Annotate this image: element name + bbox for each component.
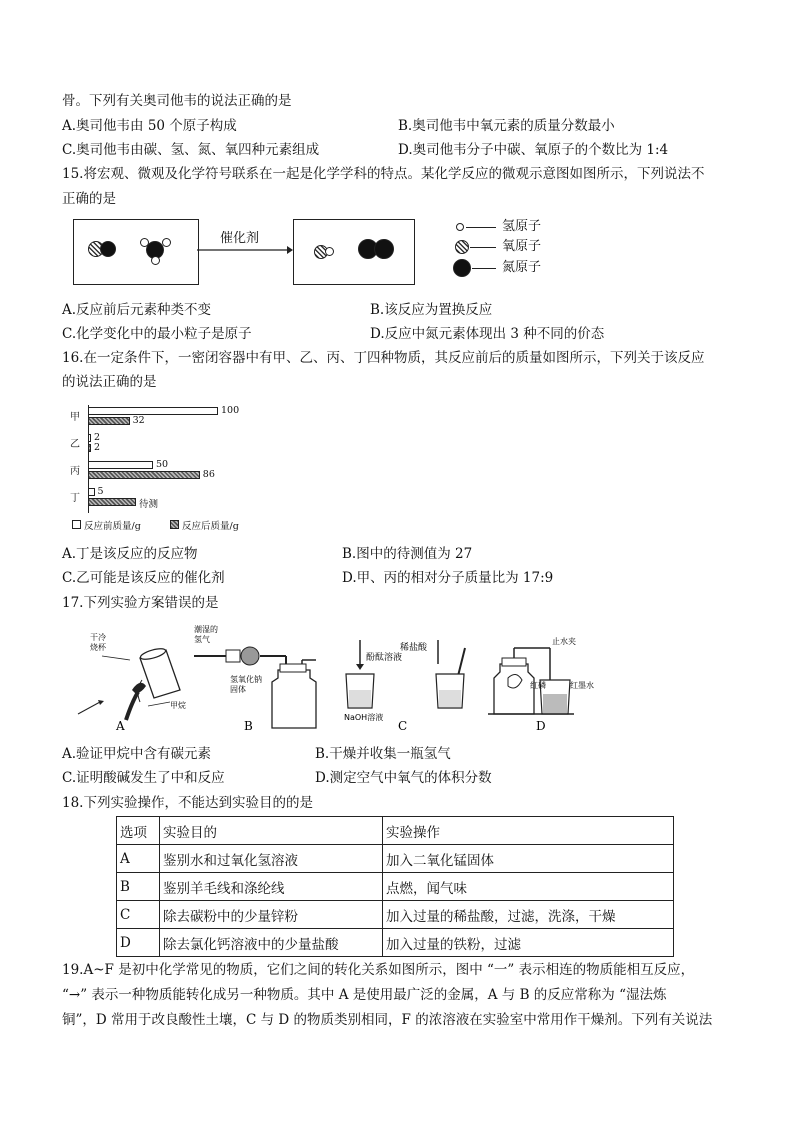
q16-option-a: A.丁是该反应的反应物 (62, 546, 198, 562)
fig-b-label-naoh: 氢氧化钠 (230, 675, 262, 684)
bar-after (88, 444, 91, 452)
fig-b-label-solid: 固体 (230, 685, 246, 694)
fig-a-label-methane: 甲烷 (170, 701, 186, 710)
q16-option-d: D.甲、丙的相对分子质量比为 17:9 (342, 570, 554, 586)
cell-operation: 加入过量的铁粉，过滤 (383, 929, 674, 957)
q15-stem-line2: 正确的是 (62, 191, 116, 207)
legend-before-swatch (72, 520, 81, 529)
table-row (117, 873, 674, 901)
bar-before (88, 461, 153, 469)
fig-a-label-ganleng: 干冷 (90, 633, 106, 642)
fig-b-label-wet: 潮湿的 (194, 625, 218, 634)
q19-stem-line1: 19.A~F 是初中化学常见的物质，它们之间的转化关系如图所示，图中 “一” 表示相连的物质能相互反应， (62, 962, 695, 978)
fig-b-label-hydrogen: 氢气 (194, 635, 210, 644)
bar-value-label: 86 (202, 469, 215, 480)
products-box (293, 219, 415, 285)
bar-value-label: 2 (94, 442, 101, 453)
cell-option: C (117, 901, 160, 929)
cell-purpose: 除去碳粉中的少量锌粉 (160, 901, 383, 929)
q19-stem-line2: “→” 表示一种物质能转化成另一种物质。其中 A 是使用最广泛的金属，A 与 B 的反应常称为 “湿法炼 (62, 987, 667, 1003)
legend-before (72, 518, 141, 532)
fig-a-label-beaker: 烧杯 (90, 643, 106, 652)
table-row (117, 929, 674, 957)
q17-option-a: A.验证甲烷中含有碳元素 (62, 746, 212, 762)
q16-stem-line1: 16.在一定条件下，一密闭容器中有甲、乙、丙、丁四种物质，其反应前后的质量如图所示，下列关于该反应 (62, 350, 705, 366)
q14-option-b: B.奥司他韦中氧元素的质量分数最小 (398, 118, 615, 134)
q17-apparatus-figures (70, 620, 750, 738)
nitrogen-legend-icon (453, 259, 471, 277)
reactants-box (73, 219, 199, 285)
figure-b-drying-apparatus (194, 647, 316, 728)
table-row (117, 845, 674, 873)
cell-operation: 点燃，闻气味 (383, 873, 674, 901)
bar-value-label: 100 (221, 405, 240, 416)
q17-option-c: C.证明酸碱发生了中和反应 (62, 770, 225, 786)
q18-options-table (116, 816, 674, 957)
hydrogen-atom (325, 247, 334, 256)
legend-nitrogen: 氮原子 (502, 260, 542, 275)
q15-option-c: C.化学变化中的最小粒子是原子 (62, 326, 252, 342)
q18-stem: 18.下列实验操作，不能达到实验目的的是 (62, 795, 313, 811)
hydrogen-legend-icon (456, 223, 464, 231)
q17-option-d: D.测定空气中氧气的体积分数 (315, 770, 492, 786)
figure-a-methane-beaker (78, 647, 180, 720)
header-operation: 实验操作 (383, 817, 674, 845)
table-row (117, 901, 674, 929)
legend-line (470, 247, 496, 248)
fig-c-label-phenolphthalein: 酚酞溶液 (366, 653, 403, 663)
legend-oxygen: 氧原子 (502, 239, 542, 254)
fig-c-label-hcl: 稀盐酸 (400, 643, 428, 653)
nitrogen-atom (374, 239, 394, 259)
cell-operation: 加入过量的稀盐酸，过滤，洗涤，干燥 (383, 901, 674, 929)
bar-value-label: 5 (97, 486, 104, 497)
fig-c-label-naoh-solution: NaOH溶液 (344, 713, 384, 722)
legend-hydrogen: 氢原子 (502, 219, 542, 234)
q17-option-b: B.干燥并收集一瓶氢气 (315, 746, 451, 762)
legend-line (472, 268, 496, 269)
q19-stem-line3: 铜”，D 常用于改良酸性土壤，C 与 D 的物质类别相同，F 的浓溶液在实验室中常用作干燥剂。下列有关说法 (62, 1012, 713, 1028)
category-label: 甲 (70, 412, 80, 423)
cell-option: A (117, 845, 160, 873)
cell-purpose: 鉴别羊毛线和涤纶线 (160, 873, 383, 901)
legend-after (170, 518, 239, 532)
fig-d-label-clamp: 止水夹 (552, 637, 576, 646)
fig-d-label-phosphorus: 红磷 (530, 681, 546, 690)
q14-option-d: D.奥司他韦分子中碳、氧原子的个数比为 1:4 (398, 142, 669, 158)
bar-value-label: 50 (156, 459, 169, 470)
cell-option: D (117, 929, 160, 957)
hydrogen-atom (151, 256, 160, 265)
category-label: 乙 (70, 439, 80, 450)
cell-operation: 加入二氧化锰固体 (383, 845, 674, 873)
fig-b-letter: B (244, 719, 253, 733)
q16-option-c: C.乙可能是该反应的催化剂 (62, 570, 225, 586)
legend-before-label: 反应前质量/g (84, 521, 141, 532)
cell-purpose: 除去氯化钙溶液中的少量盐酸 (160, 929, 383, 957)
bar-after (88, 498, 136, 506)
nitrogen-atom (100, 241, 116, 257)
bar-before (88, 434, 91, 442)
category-label: 丁 (70, 493, 80, 504)
q14-intro: 骨。下列有关奥司他韦的说法正确的是 (62, 93, 292, 109)
q16-option-b: B.图中的待测值为 27 (342, 546, 473, 562)
bar-value-label: 2 (94, 432, 101, 443)
q15-stem-line1: 15.将宏观、微观及化学符号联系在一起是化学学科的特点。某化学反应的微观示意图如图所示，下列说法不 (62, 166, 705, 182)
table-header-row (117, 817, 674, 845)
category-label: 丙 (70, 466, 80, 477)
bar-before (88, 407, 218, 415)
legend-after-label: 反应后质量/g (182, 521, 239, 532)
bar-after (88, 471, 200, 479)
fig-d-label-red-ink: 红墨水 (570, 681, 594, 690)
q14-option-a: A.奥司他韦由 50 个原子构成 (62, 118, 237, 134)
mass-bar-chart (70, 405, 270, 535)
fig-a-letter: A (116, 719, 125, 733)
legend-after-swatch (170, 520, 179, 529)
q15-option-a: A.反应前后元素种类不变 (62, 302, 212, 318)
bar-after (88, 417, 130, 425)
q16-stem-line2: 的说法正确的是 (62, 374, 157, 390)
cell-purpose: 鉴别水和过氧化氢溶液 (160, 845, 383, 873)
header-option: 选项 (117, 817, 160, 845)
bar-value-label: 待测 (139, 499, 159, 510)
q15-option-d: D.反应中氮元素体现出 3 种不同的价态 (370, 326, 605, 342)
legend-line (466, 227, 496, 228)
catalyst-label: 催化剂 (220, 231, 260, 246)
q17-stem: 17.下列实验方案错误的是 (62, 595, 219, 611)
fig-c-letter: C (398, 719, 408, 733)
cell-option: B (117, 873, 160, 901)
q14-option-c: C.奥司他韦由碳、氢、氮、氧四种元素组成 (62, 142, 320, 158)
fig-d-letter: D (536, 719, 546, 733)
header-purpose: 实验目的 (160, 817, 383, 845)
bar-value-label: 32 (132, 415, 145, 426)
oxygen-legend-icon (455, 240, 469, 254)
q15-option-b: B.该反应为置换反应 (370, 302, 493, 318)
bar-before (88, 488, 95, 496)
